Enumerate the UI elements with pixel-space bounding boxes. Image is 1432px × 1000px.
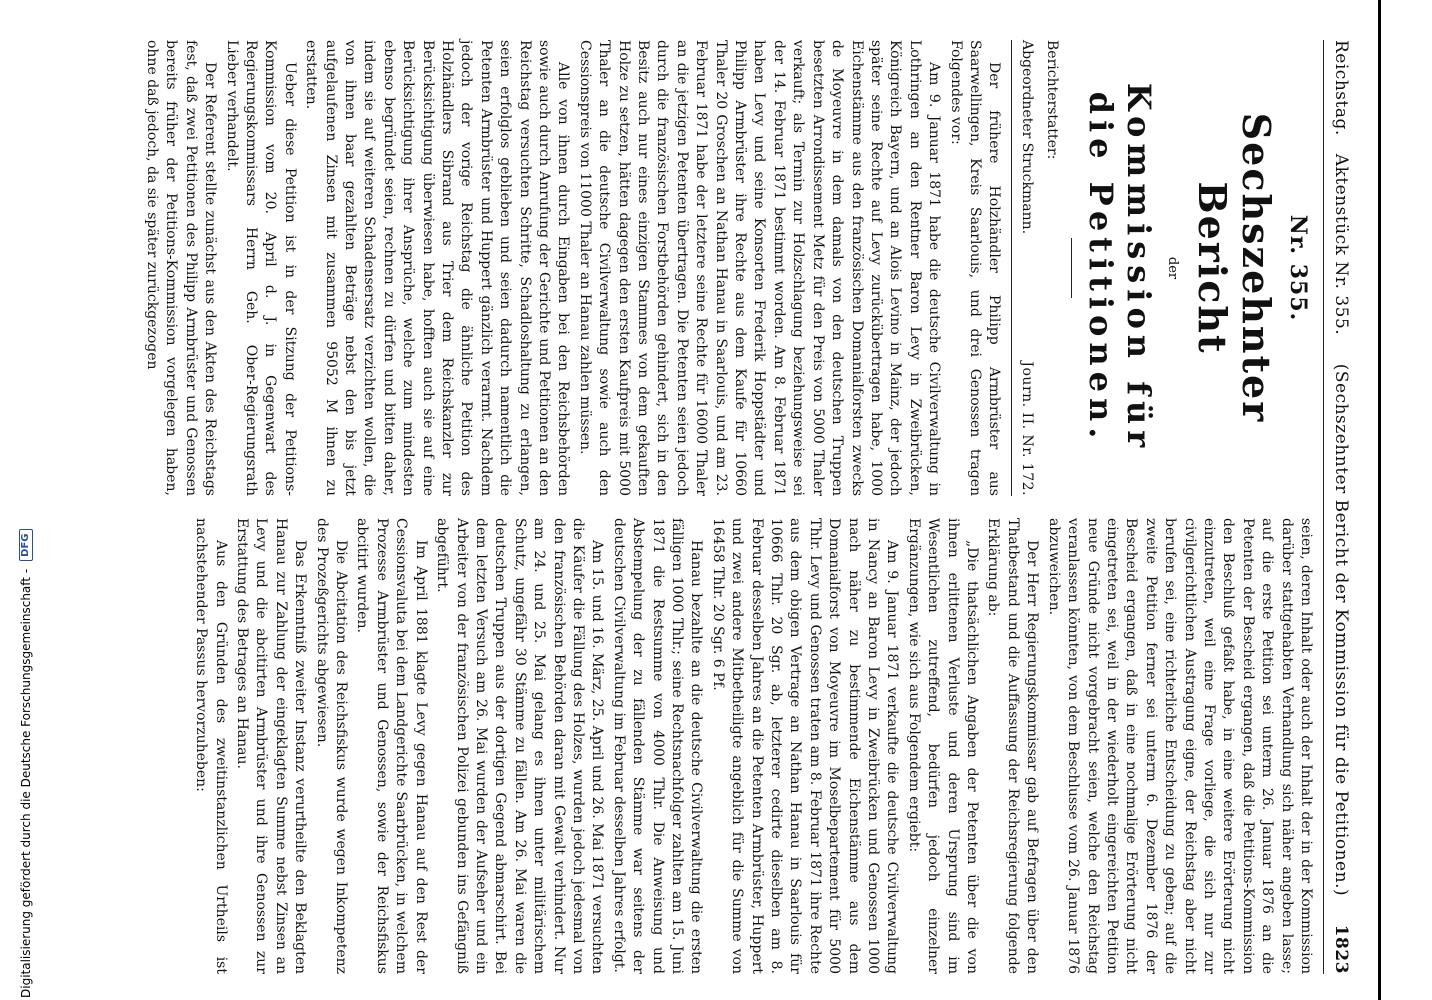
digitization-credit: [16, 0, 36, 998]
document-title: Sechszehnter Bericht: [1189, 112, 1279, 424]
paragraph: Die Abcitation des Reichsfiskus wurde wegen Inkompetenz des Prozeßgerichts abgewiesen.: [313, 518, 350, 974]
paragraph: Der Herr Regierungskommissar gab auf Befragen über den Thatbestand und die Auffassung der Reichsregierung folgende Erklärung ab:: [985, 518, 1041, 974]
paragraph: Ueber diese Petition ist in der Sitzung der Petitions-Kommission vom 20. April d. J. in Gegenwart des Regierungskommissars Herrn Geh. Ober-Regierungsrath Lieber verhandelt.: [223, 40, 298, 496]
paragraph: Im April 1881 klagte Levy gegen Hanau auf den Rest der Cessionsvaluta bei dem Landgerichte Saarbrücken, in welchem Prozesse Armbrüster und Genossen, sowie der Reichsfiskus abcitirt wurden.: [354, 518, 429, 974]
paragraph: Aus den Gründen des zweitinstanzlichen Urtheils ist nachstehender Passus hervorzuheben:: [193, 518, 229, 974]
title-rule: [1071, 238, 1072, 298]
dfg-logo: DFG: [19, 530, 33, 561]
document-subtitle: Kommission für die Petitionen.: [1082, 82, 1159, 454]
paragraph: Am 9. Januar 1871 verkaufte die deutsche Civilverwaltung in Nancy an Baron Levy in Zweibrücken und Genossen 1000 nach näher zu bestimmende Eichenstämme aus dem Domanialforst von Moyeuvre im Moselbepartement für 5000 Thlr. Levy und Genossen traten am 8. Februar 1871 ihre Rechte aus dem obigen Vertrage an Nathan Hanau in Saarlouis für 10666 Thlr. 20 Sgr. ab, letzterer cedirte dieselben am 8. Februar desselben Jahres an die Petenten Armbrüster, Huppert und zwei andere Mitbetheiligte angeblich für die Summe von 16458 Thlr. 20 Sgr. 6 Pf.: [709, 518, 901, 974]
running-head-title: (Sechszehnter Bericht der Kommission für die Petitionen.): [1331, 363, 1351, 897]
paragraph-intro: Der frühere Holzhändler Philipp Armbrüster aus Saarwellingen, Kreis Saarlouis, und drei Genossen tragen Folgendes vor:: [947, 40, 1003, 496]
header-rule: [1323, 40, 1324, 974]
paragraph: „Die thatsächlichen Angaben der Petenten über die von ihnen erlittenen Verluste und deren Ursprung sind im Wesentlichen zutreffend, bedürfen jedoch einzelner Ergänzungen, wie sich aus Folgendem ergiebt:: [905, 518, 981, 974]
paragraph: seien, deren Inhalt oder auch der Inhalt der in der Kommission darüber stattgehabten Verhandlung sich näher angeben lasse; auf die erste Petition sei unterm 26. Januar 1876 an die Petenten der Bescheid ergangen, daß die Petitions-Kommission den Beschluß gefaßt habe, in eine weitere Erörterung nicht einzutreten, weil eine Frage vorliege, die sich nur zur civilgerichtlichen Austragung eigne, der Reichstag aber nicht berufen sei, eine richterliche Entscheidung zu geben; auf die zweite Petition ferner sei unterm 6. Dezember 1876 der Bescheid ergangen, daß in eine nochmalige Erörterung nicht eingetreten sei, weil in der wiederholt eingereichten Petition neue Gründe nicht vorgebracht seien, welche den Reichstag veranlassen könnten, von dem Beschlusse vom 26. Januar 1876 abzuweichen.: [1045, 518, 1314, 974]
paragraph: Das Erkenntniß zweiter Instanz verurtheilte den Beklagten Hanau zur Zahlung der eingeklagten Summe nebst Zinsen an Levy und die abcitirten Armbrüster und ihre Genossen zur Erstattung des Betrages an Hanau.: [234, 518, 309, 974]
reporter-block: [1016, 40, 1035, 496]
paragraph: Hanau bezahlte an die deutsche Civilverwaltung die ersten fälligen 1000 Thlr.; seine Rechtsnachfolger zahlten am 15. Juni 1871 die Restsumme von 4000 Thlr. Die Anweisung und Abstempelung der zu fällenden Stämme war seitens der deutschen Civilverwaltung im Februar desselben Jahres erfolgt.: [610, 518, 705, 974]
running-head-aktenstueck: Aktenstück Nr. 355.: [1331, 153, 1351, 336]
right-column: [140, 518, 1316, 974]
reporter-rule: [1011, 40, 1012, 496]
document-number: Nr. 355.: [1285, 214, 1311, 322]
credit-text: Digitalisierung gefördert durch die Deutsche Forschungsgemeinschaft -: [19, 568, 33, 998]
left-column: [140, 40, 1316, 496]
document-page: [20, 0, 1380, 1000]
paragraph: Am 15. und 16. März, 25. April und 26. Mai 1871 versuchten die Käufer die Fällung des Holzes, wurden jedoch jedesmal von den französischen Behörden daran mit Gewalt verhindert. Nur am 24. und 25. Mai gelang es ihnen unter militärischem Schutz, ungefähr 30 Stämme zu fällen. Am 26. Mai waren die deutschen Truppen aus der dortigen Gegend abmarschirt. Bei dem letzten Versuch am 26. Mai wurden der Aufseher und ein Arbeiter von der französischen Polizei gebunden ins Gefängniß abgeführt.: [434, 518, 606, 974]
reporter-name: Abgeordneter Struckmann.: [1018, 40, 1035, 235]
paragraph: Am 9. Januar 1871 habe die deutsche Civilverwaltung in Lothringen an den Rentner Baron Levy in Zweibrücken, Königreich Bayern, und an Alois Levino in Mainz, der jedoch später seine Rechte auf Levy zurückübertragen habe, 1000 Eichenstämme aus den französischen Domanialforsten zwecks de Moyeuvre in dem damals von den deutschen Truppen besetzten Arrondissement Metz für den Preis von 5000 Thaler verkauft; als Termin zur Holzschlagung beziehungsweise sei der 14. Februar 1871 bestimmt worden. Am 8. Februar 1871 haben Levy und seine Konsorten Frederik Hoppstädter und Philipp Armbrüster ihre Rechte aus dem Kaufe für 10660 Thaler 20 Groschen an Nathan Hanau in Saarlouis, und am 23. Februar 1871 habe der letztere seine Rechte für 16000 Thaler an die jetzigen Petenten übertragen. Die Petenten seien jedoch durch die französischen Forstbehörden gehindert, sich in den Besitz auch nur eines einzigen Stammes von dem gekauften Holze zu setzen, hätten dagegen den ersten Kaufpreis mit 5000 Thaler an die deutsche Civilverwaltung sowie auch den Cessionspreis von 11000 Thaler an Hanau zahlen müssen.: [576, 40, 943, 496]
page-number: 1823: [1331, 924, 1351, 974]
text-columns: [140, 40, 1316, 974]
running-head-reichstag: Reichstag.: [1331, 40, 1351, 136]
reporter-label: Berichterstatter:: [1044, 40, 1061, 160]
running-head: [1324, 40, 1352, 974]
running-head-left: [1330, 40, 1352, 335]
document-der: der: [1164, 256, 1180, 280]
paragraph: Der Referent stellte zunächst aus den Akten des Reichstags fest, daß zwei Petitionen des Philipp Armbrüster und Genossen bereits früher der Petitions-Kommission vorgelegen haben, ohne daß jedoch, da sie später zurückgezogen: [143, 40, 219, 496]
journal-reference: Journ. II. Nr. 172.: [1018, 361, 1035, 496]
paragraph: Alle von ihnen durch Eingaben bei den Reichsbehörden sowie auch durch Anrufung der Gerichte und Petitionen an den Reichstag versuchten Schritte, Schadloshaltung zu erlangen, seien erfolglos geblieben und seien dadurch namentlich die Petenten Armbrüster und Huppert gänzlich verarmt. Nachdem jedoch der vorige Reichstag die ähnliche Petition des Holzhändlers Sibrand aus Trier dem Reichskanzler zur Berücksichtigung überwiesen habe, hofften auch sie auf eine Berücksichtigung ihrer Ansprüche, welche zum mindesten ebenso begründet seien, rechnen zu dürfen und bitten daher, indem sie auf weiteren Schadensersatz verzichten wollen, die von ihnen baar gezahlten Beträge nebst den bis jetzt aufgelaufenen Zinsen mit zusammen 95052 M ihnen zu erstatten.: [303, 40, 572, 496]
